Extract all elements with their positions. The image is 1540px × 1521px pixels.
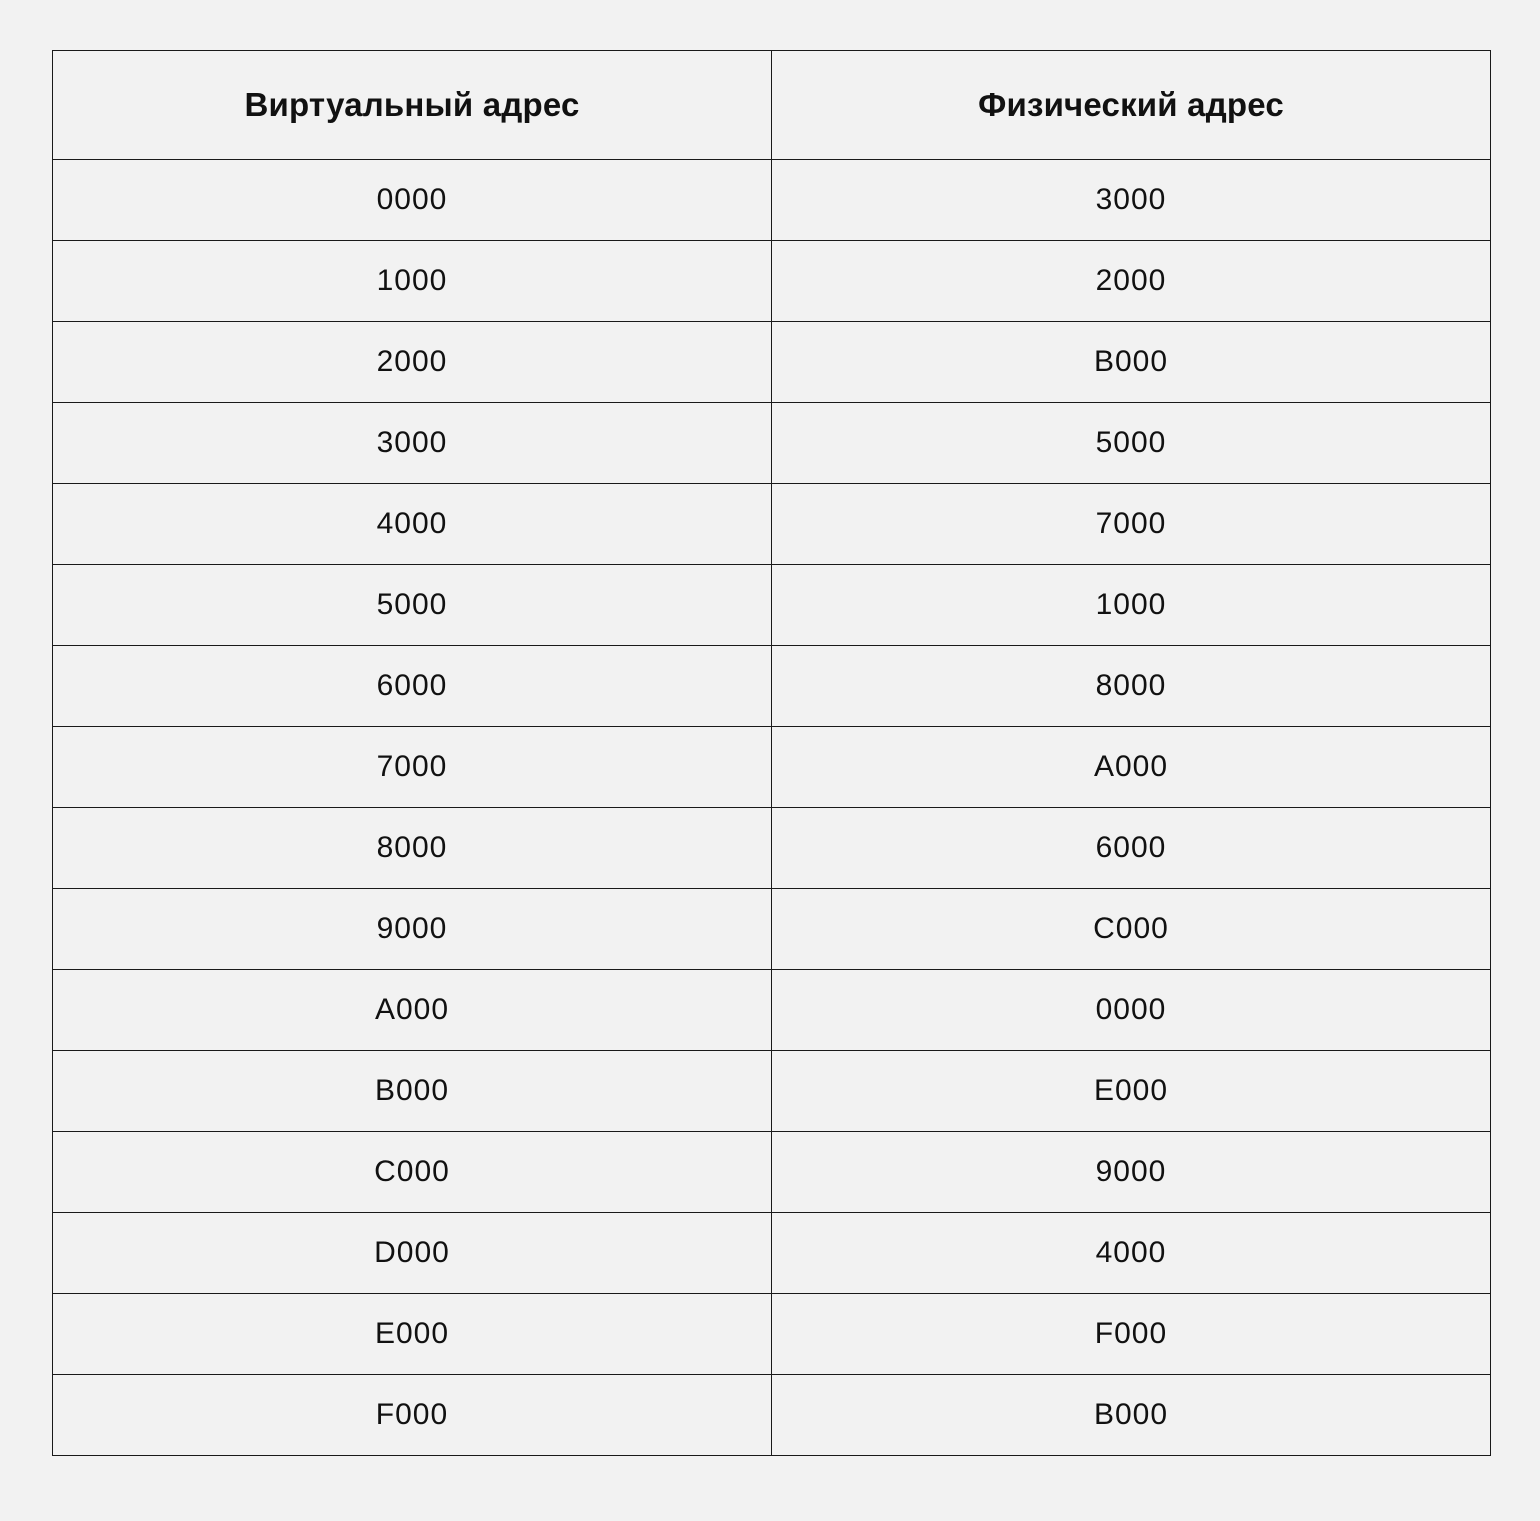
physical-address-cell: 5000 [772, 403, 1491, 484]
physical-address-cell: 6000 [772, 808, 1491, 889]
table-row [53, 646, 1491, 727]
virtual-address-cell: 3000 [53, 403, 772, 484]
virtual-address-cell: 5000 [53, 565, 772, 646]
table-row [53, 1294, 1491, 1375]
physical-address-cell: A000 [772, 727, 1491, 808]
virtual-address-cell: 9000 [53, 889, 772, 970]
virtual-address-cell: 6000 [53, 646, 772, 727]
physical-address-cell: 3000 [772, 160, 1491, 241]
virtual-address-cell: F000 [53, 1375, 772, 1456]
physical-address-cell: E000 [772, 1051, 1491, 1132]
table-row [53, 1051, 1491, 1132]
physical-address-cell: F000 [772, 1294, 1491, 1375]
virtual-address-cell: D000 [53, 1213, 772, 1294]
virtual-address-cell: B000 [53, 1051, 772, 1132]
physical-address-cell: B000 [772, 322, 1491, 403]
table-row [53, 322, 1491, 403]
virtual-address-cell: 8000 [53, 808, 772, 889]
physical-address-cell: 7000 [772, 484, 1491, 565]
table-row [53, 160, 1491, 241]
virtual-address-cell: 0000 [53, 160, 772, 241]
table-row [53, 241, 1491, 322]
table-row [53, 808, 1491, 889]
physical-address-cell: C000 [772, 889, 1491, 970]
physical-address-cell: 0000 [772, 970, 1491, 1051]
physical-address-cell: 8000 [772, 646, 1491, 727]
virtual-address-cell: E000 [53, 1294, 772, 1375]
table-row [53, 1132, 1491, 1213]
table-row [53, 970, 1491, 1051]
virtual-address-cell: A000 [53, 970, 772, 1051]
table-row [53, 889, 1491, 970]
virtual-address-cell: 2000 [53, 322, 772, 403]
table-row [53, 484, 1491, 565]
physical-address-cell: 9000 [772, 1132, 1491, 1213]
virtual-address-cell: 4000 [53, 484, 772, 565]
table-header-row [53, 51, 1491, 160]
table-row [53, 403, 1491, 484]
header-physical-address: Физический адрес [772, 51, 1491, 160]
virtual-address-cell: 1000 [53, 241, 772, 322]
physical-address-cell: B000 [772, 1375, 1491, 1456]
virtual-address-cell: C000 [53, 1132, 772, 1213]
physical-address-cell: 1000 [772, 565, 1491, 646]
physical-address-cell: 4000 [772, 1213, 1491, 1294]
address-mapping-table [52, 50, 1491, 1456]
header-virtual-address: Виртуальный адрес [53, 51, 772, 160]
table-row [53, 1213, 1491, 1294]
virtual-address-cell: 7000 [53, 727, 772, 808]
physical-address-cell: 2000 [772, 241, 1491, 322]
table-row [53, 565, 1491, 646]
table-row [53, 1375, 1491, 1456]
table-row [53, 727, 1491, 808]
